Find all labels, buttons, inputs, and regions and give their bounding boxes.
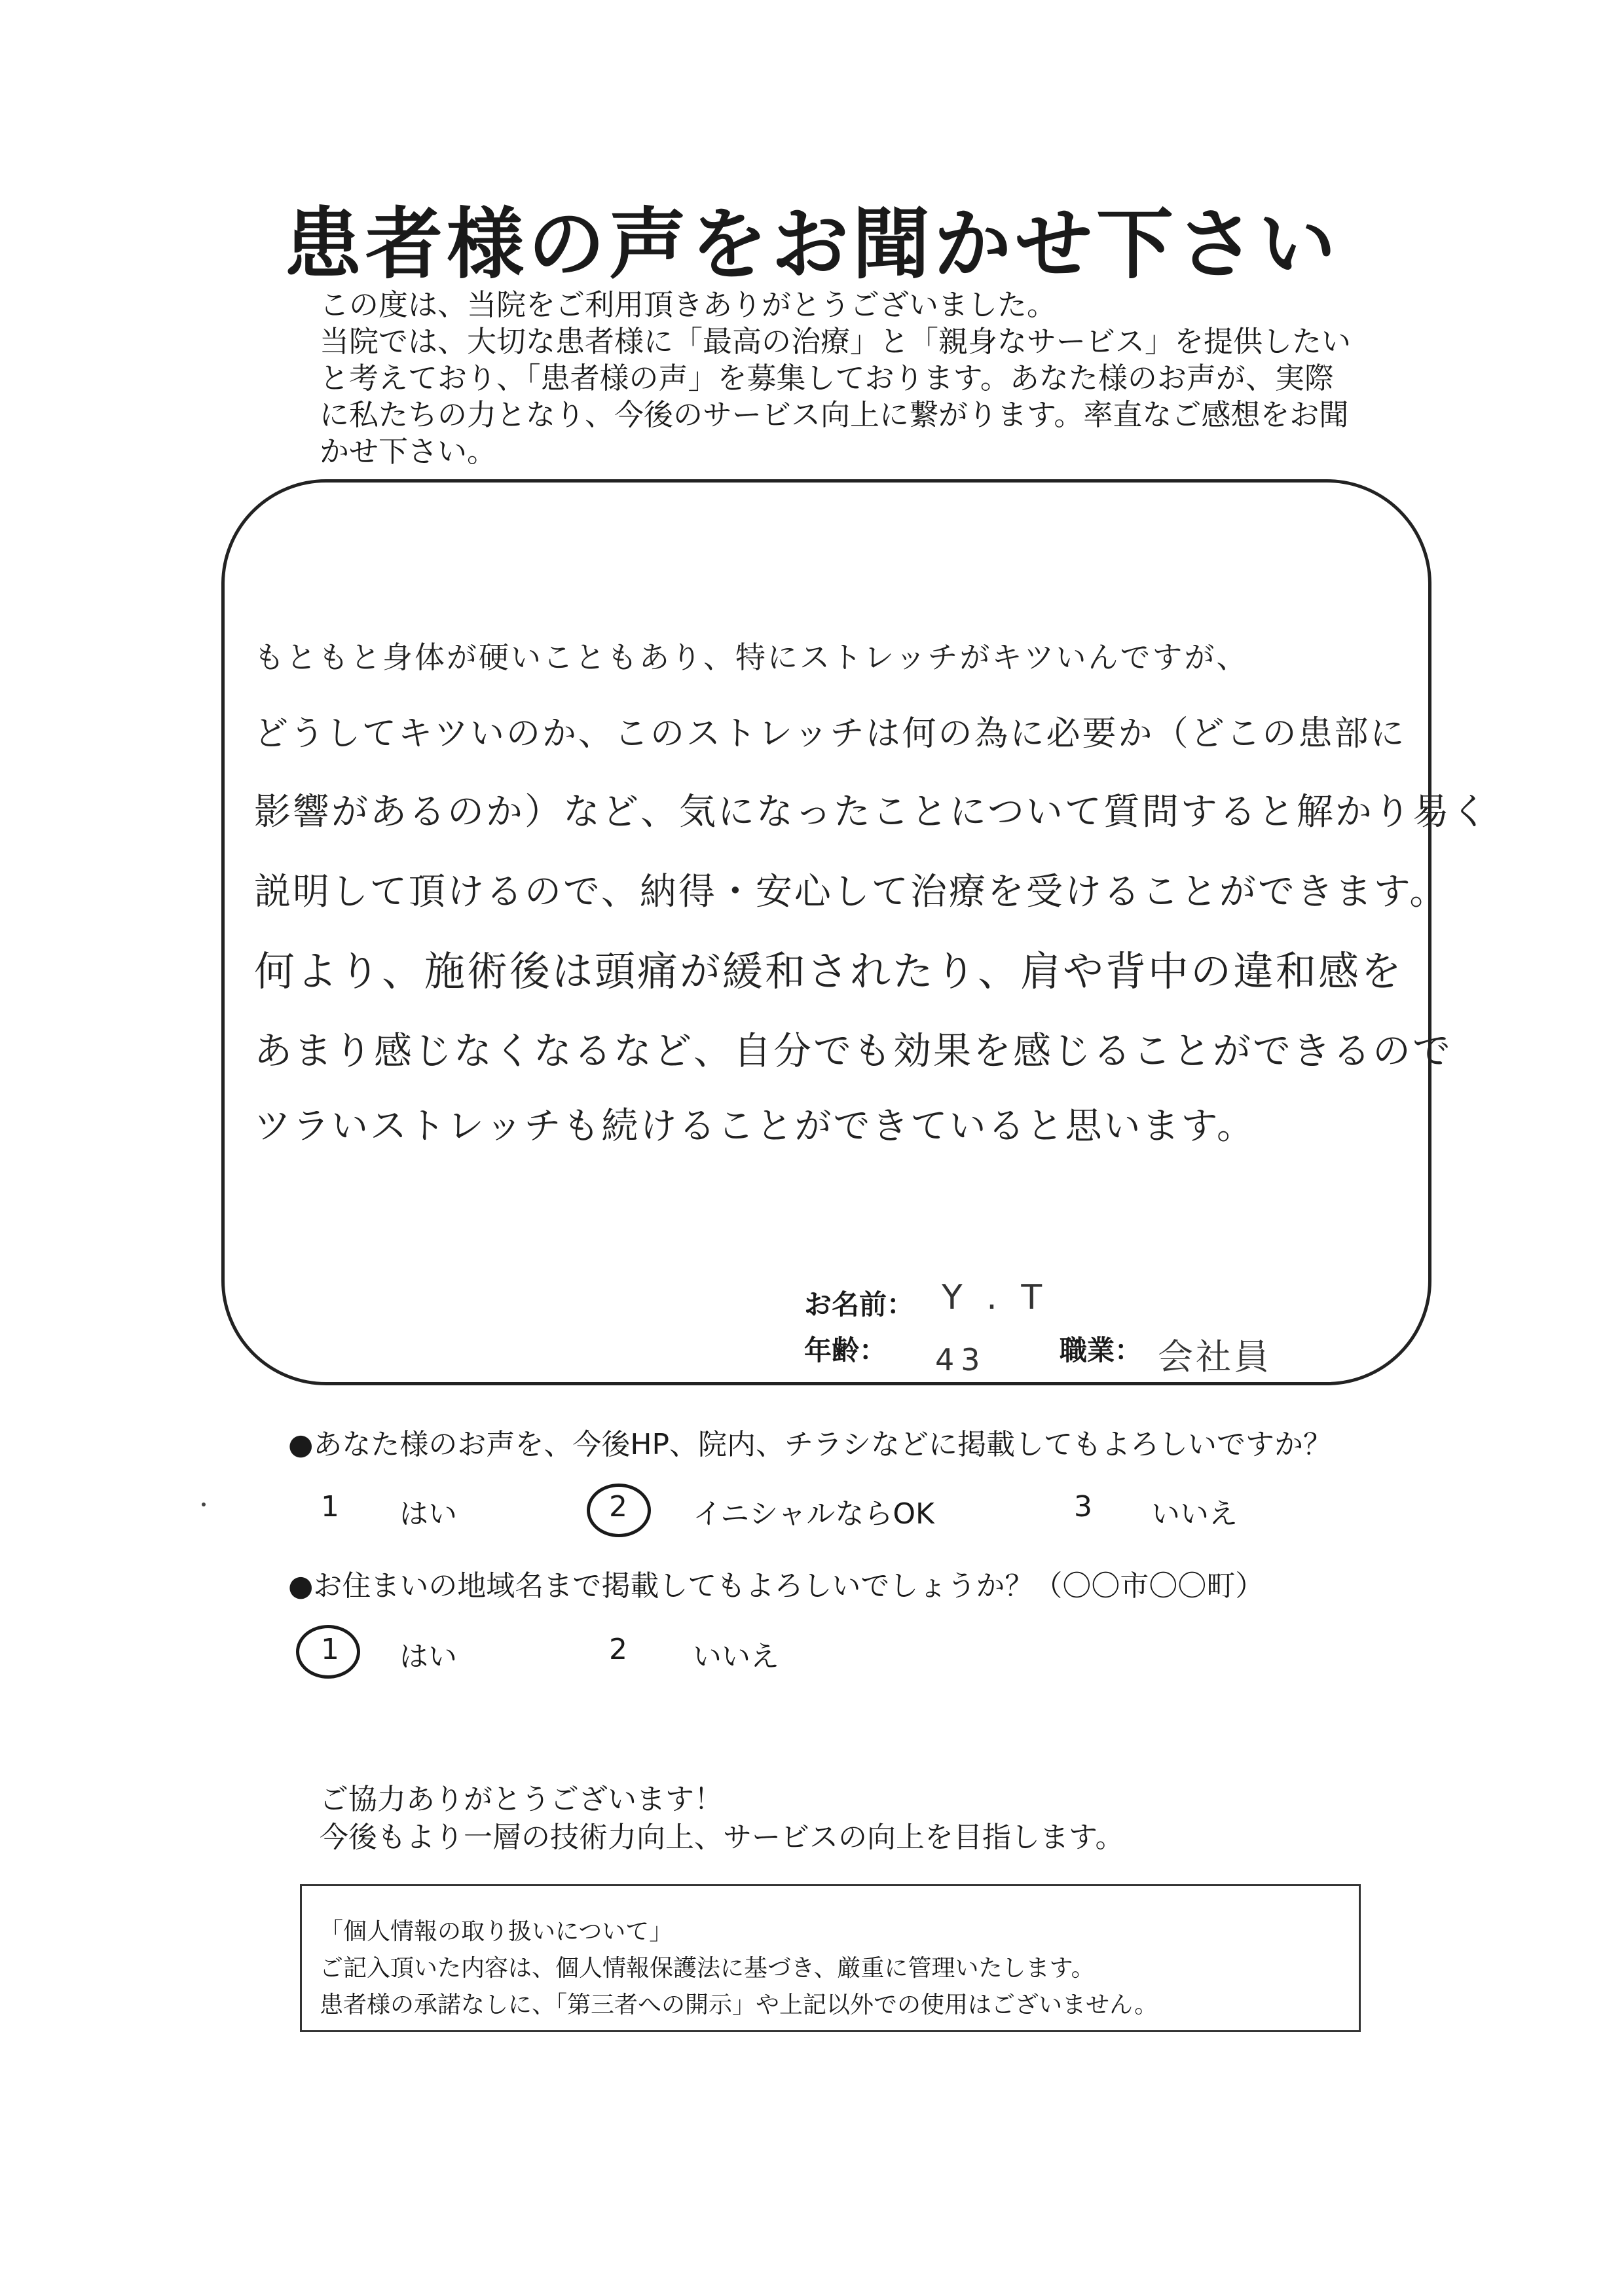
privacy-heading: 「個人情報の取り扱いについて」 (320, 1918, 673, 1945)
handwritten-comment-line: 説明して頂けるので、納得・安心して治療を受けることができます。 (254, 871, 1449, 913)
option-label: いいえ (693, 1640, 779, 1673)
job-label: 職業： (1060, 1334, 1143, 1366)
privacy-line: ご記入頂いた内容は、個人情報保護法に基づき、厳重に管理いたします。 (320, 1955, 1095, 1982)
age-value: 43 (935, 1342, 987, 1377)
handwritten-comment-line: 影響があるのか）など、気になったことについて質問すると解かり易く (254, 791, 1490, 833)
intro-line: と考えており、「患者様の声」を募集しております。あなた様のお声が、実際 (320, 361, 1334, 395)
comment-box (221, 479, 1490, 1385)
handwritten-comment-line: あまり感じなくなるなど、自分でも効果を感じることができるので (254, 1029, 1453, 1073)
page-title: 患者様の声をお聞かせ下さい (284, 199, 1340, 289)
handwritten-comment-line: もともと身体が硬いこともあり、特にストレッチがキツいんですが、 (254, 640, 1249, 675)
closing-line: 今後もより一層の技術力向上、サービスの向上を目指します。 (320, 1821, 1124, 1854)
option-label: いいえ (1151, 1497, 1238, 1531)
option-num: 1 (321, 1490, 339, 1523)
intro-line: に私たちの力となり、今後のサービス向上に繋がります。率直なご感想をお聞 (320, 397, 1349, 432)
intro-line: この度は、当院をご利用頂きありがとうございました。 (320, 287, 1057, 322)
option-label: イニシャルならOK (693, 1497, 934, 1531)
handwritten-comment-line: どうしてキツいのか、このストレッチは何の為に必要か（どこの患部に (254, 714, 1407, 754)
option-num: 2 (609, 1490, 627, 1523)
question-region: ●お住まいの地域名まで掲載してもよろしいでしょうか？（〇〇市〇〇町） (288, 1569, 1264, 1603)
handwritten-comment-line: ツラいストレッチも続けることができていると思います。 (254, 1105, 1255, 1148)
option-label: はい (399, 1497, 457, 1531)
intro-text (320, 287, 1446, 470)
name-label: お名前： (804, 1288, 915, 1321)
job-value: 会社員 (1158, 1336, 1272, 1377)
age-label: 年齢： (804, 1334, 887, 1366)
name-value: Y . T (942, 1278, 1049, 1317)
option-num: 3 (1074, 1490, 1092, 1523)
selection-circle (296, 1625, 360, 1679)
option-num: 2 (609, 1633, 627, 1666)
intro-line: かせ下さい。 (320, 434, 497, 469)
privacy-line: 患者様の承諾なしに、「第三者への開示」や上記以外での使用はございません。 (320, 1992, 1158, 2018)
scan-speck (202, 1503, 206, 1506)
option-label: はい (399, 1640, 457, 1673)
closing-line: ご協力ありがとうございます！ (320, 1783, 723, 1816)
intro-line: 当院では、大切な患者様に「最高の治療」と「親身なサービス」を提供したい (320, 324, 1352, 359)
option-num: 1 (321, 1633, 339, 1666)
handwritten-comment-line: 何より、施術後は頭痛が緩和されたり、肩や背中の違和感を (254, 947, 1404, 995)
selection-circle (587, 1484, 651, 1537)
question-publish: ●あなた様のお声を、今後HP、院内、チラシなどに掲載してもよろしいですか？ (288, 1428, 1333, 1461)
